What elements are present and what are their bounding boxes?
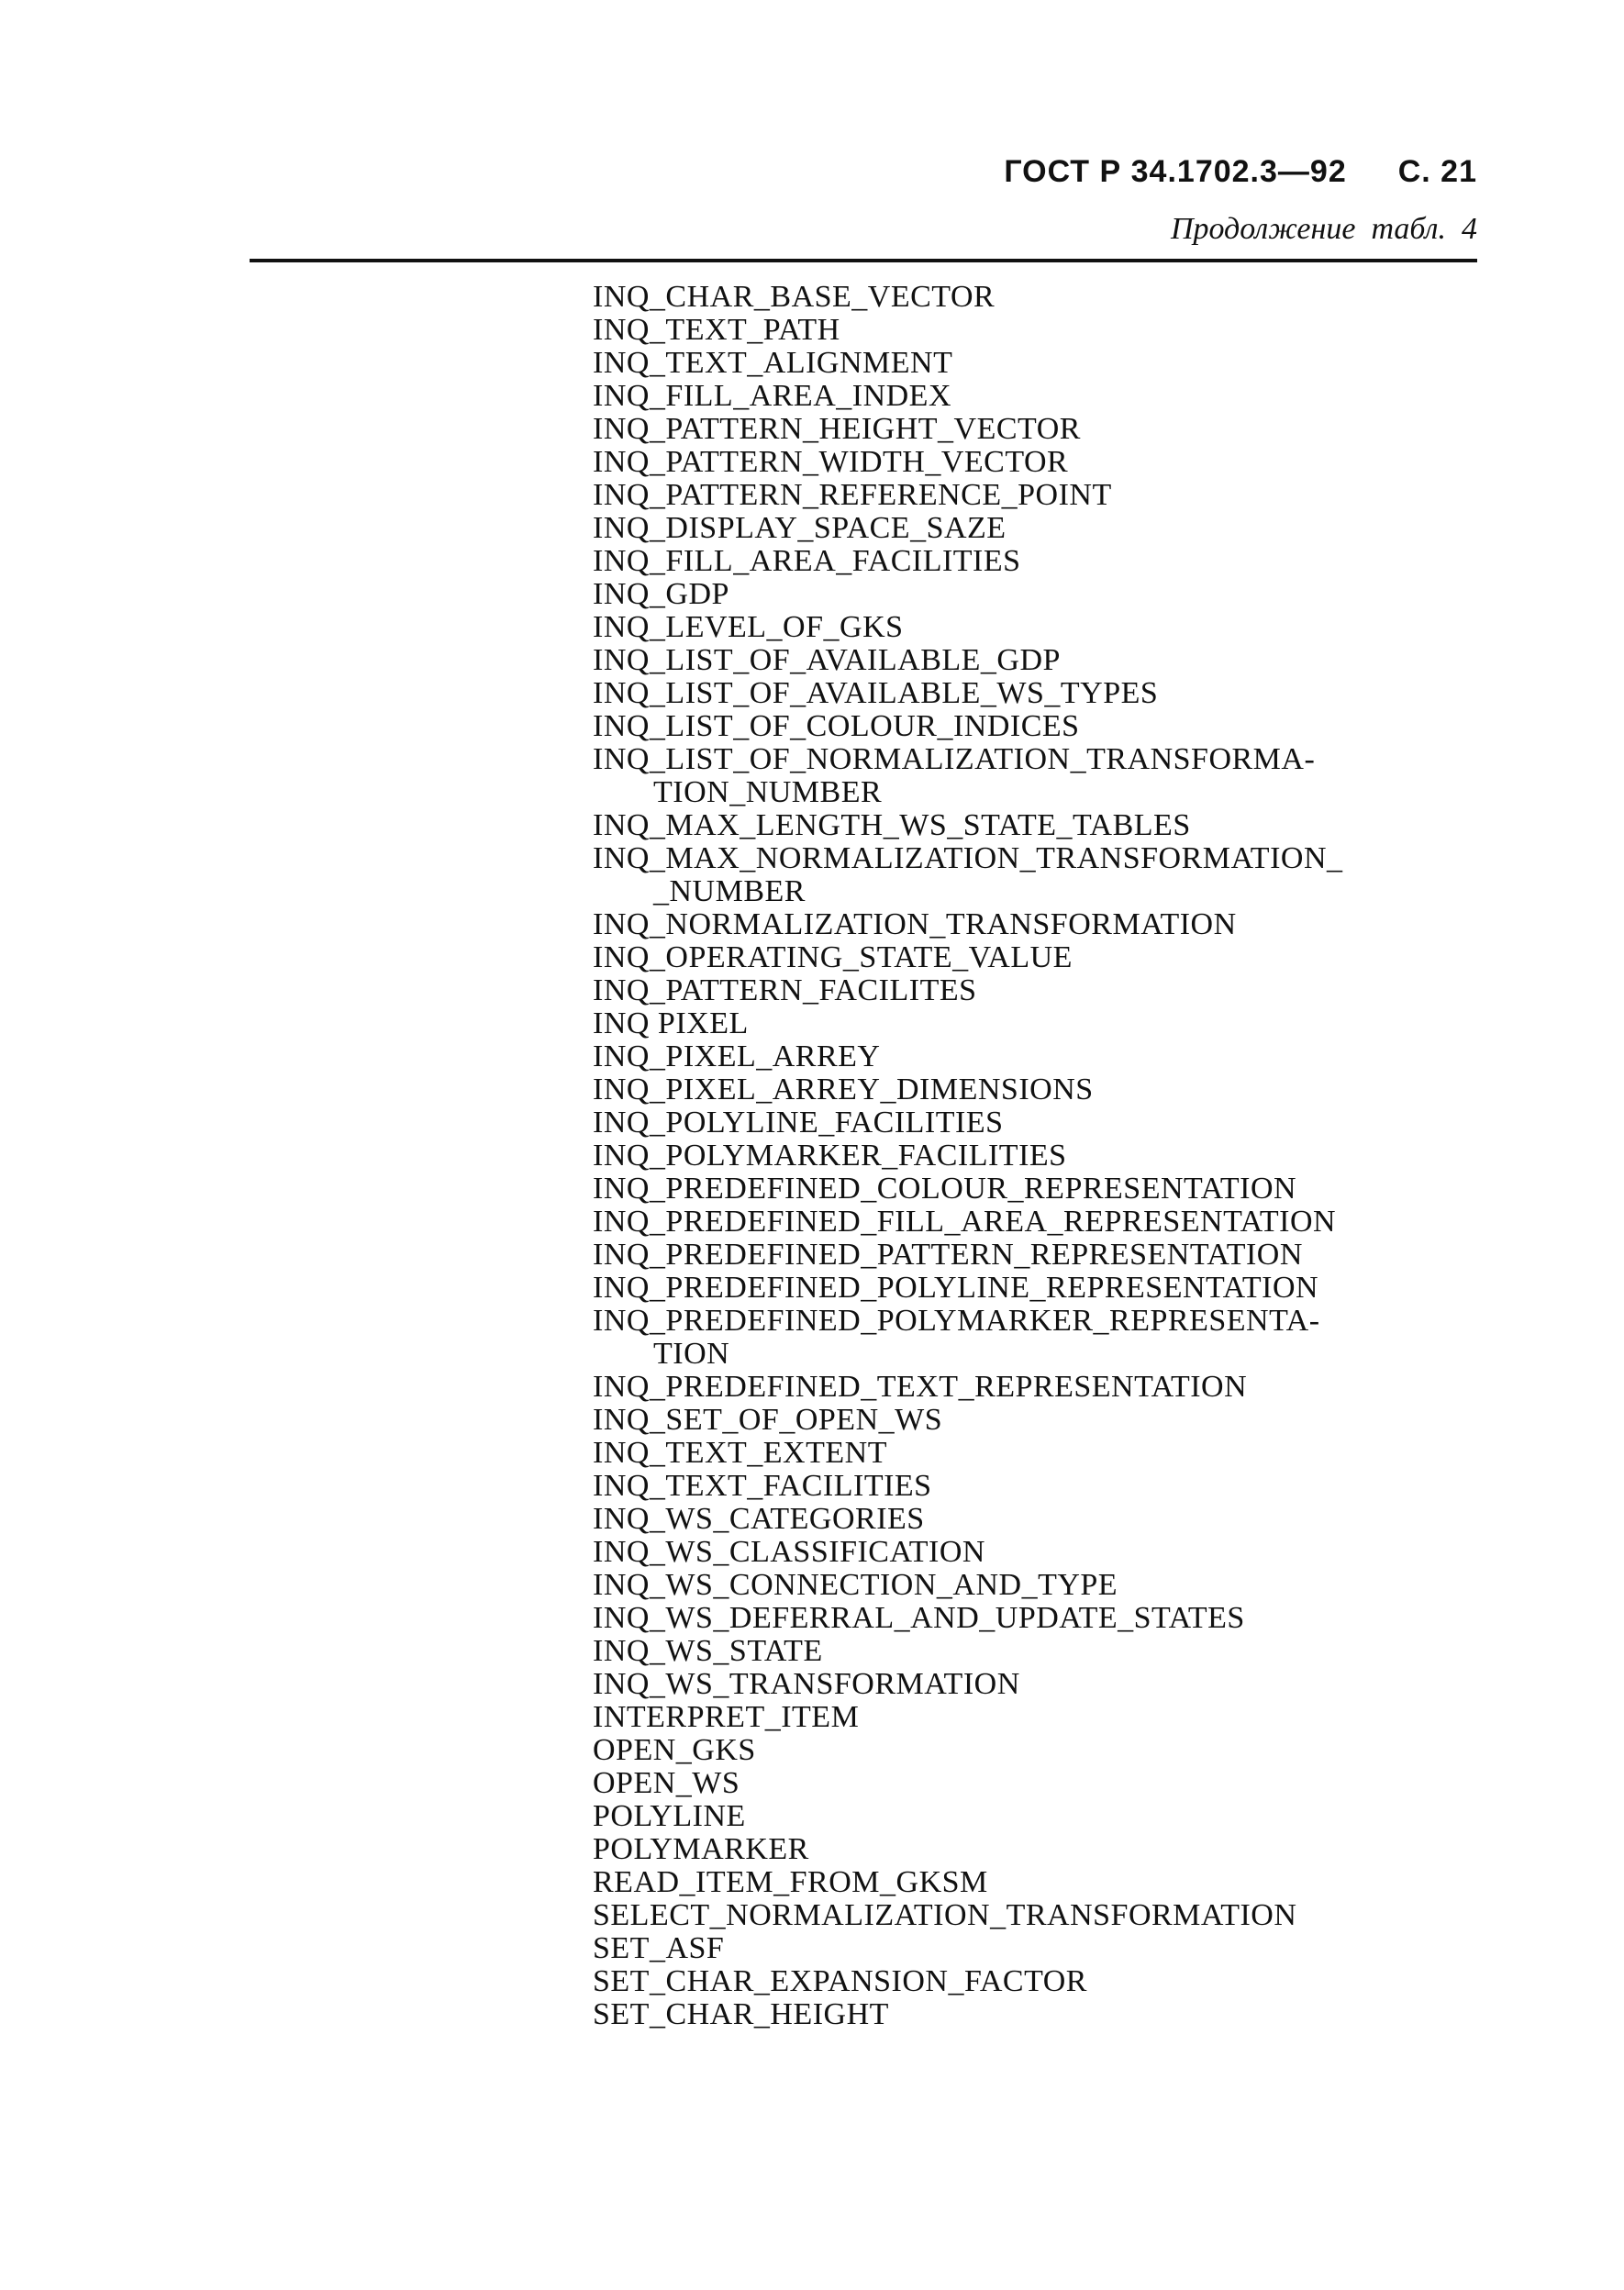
list-item: INQ_TEXT_ALIGNMENT (593, 346, 953, 380)
page-header (1004, 154, 1477, 247)
list-item: INQ_WS_TRANSFORMATION (593, 1667, 1020, 1701)
list-item: SET_ASF (593, 1931, 725, 1965)
list-item: INQ_MAX_NORMALIZATION_TRANSFORMATION_ (593, 841, 1343, 875)
list-item: INQ_MAX_LENGTH_WS_STATE_TABLES (593, 808, 1191, 842)
list-item: INQ_WS_CONNECTION_AND_TYPE (593, 1568, 1118, 1602)
list-item: INQ_TEXT_EXTENT (593, 1436, 887, 1470)
list-item: INQ_WS_CATEGORIES (593, 1502, 925, 1536)
list-item: INQ_WS_DEFERRAL_AND_UPDATE_STATES (593, 1601, 1245, 1635)
list-item: OPEN_WS (593, 1766, 740, 1800)
list-item: INQ_POLYLINE_FACILITIES (593, 1106, 1004, 1139)
list-item: INQ_TEXT_PATH (593, 313, 840, 347)
list-item: INQ PIXEL (593, 1006, 749, 1040)
list-item: INQ_PATTERN_HEIGHT_VECTOR (593, 412, 1081, 446)
list-item: INQ_PREDEFINED_POLYLINE_REPRESENTATION (593, 1271, 1319, 1305)
list-item: INQ_GDP (593, 577, 729, 611)
list-item: INQ_PREDEFINED_FILL_AREA_REPRESENTATION (593, 1205, 1337, 1239)
list-item: INQ_LEVEL_OF_GKS (593, 610, 904, 644)
page-number: С. 21 (1397, 154, 1477, 189)
list-item: SELECT_NORMALIZATION_TRANSFORMATION (593, 1898, 1297, 1932)
list-item: INQ_PATTERN_FACILITES (593, 973, 977, 1007)
document-code: ГОСТ Р 34.1702.3—92 (1004, 154, 1347, 189)
list-item: INQ_OPERATING_STATE_VALUE (593, 940, 1073, 974)
list-item: INQ_PREDEFINED_COLOUR_REPRESENTATION (593, 1172, 1297, 1206)
list-item: INQ_WS_STATE (593, 1634, 823, 1668)
list-item: INQ_LIST_OF_AVAILABLE_GDP (593, 643, 1061, 677)
list-item: INQ_LIST_OF_AVAILABLE_WS_TYPES (593, 676, 1159, 710)
list-item: SET_CHAR_EXPANSION_FACTOR (593, 1964, 1087, 1998)
list-item: INQ_LIST_OF_NORMALIZATION_TRANSFORMA- (593, 742, 1316, 776)
document-code-line (1004, 154, 1477, 190)
list-item: INQ_POLYMARKER_FACILITIES (593, 1139, 1067, 1173)
list-item: INQ_TEXT_FACILITIES (593, 1469, 932, 1503)
list-item: INQ_PREDEFINED_TEXT_REPRESENTATION (593, 1370, 1248, 1404)
list-item: INQ_PATTERN_WIDTH_VECTOR (593, 445, 1069, 479)
function-name-list (593, 281, 1343, 2031)
list-item: INQ_WS_CLASSIFICATION (593, 1535, 985, 1569)
list-item-continuation: TION_NUMBER (653, 775, 883, 809)
list-item: INQ_PIXEL_ARREY (593, 1039, 881, 1073)
list-item: INQ_DISPLAY_SPACE_SAZE (593, 511, 1007, 545)
list-item: INQ_NORMALIZATION_TRANSFORMATION (593, 907, 1237, 941)
list-item: INQ_CHAR_BASE_VECTOR (593, 280, 996, 314)
list-item: POLYMARKER (593, 1832, 809, 1866)
list-item: OPEN_GKS (593, 1733, 756, 1767)
list-item: INQ_PREDEFINED_PATTERN_REPRESENTATION (593, 1238, 1303, 1272)
list-item: INTERPRET_ITEM (593, 1700, 860, 1734)
list-item: INQ_FILL_AREA_FACILITIES (593, 544, 1021, 578)
table-continuation-note: Продолжение табл. 4 (1170, 212, 1477, 246)
list-item: INQ_LIST_OF_COLOUR_INDICES (593, 709, 1080, 743)
list-item-continuation: _NUMBER (653, 874, 806, 908)
list-item-continuation: TION (653, 1337, 730, 1371)
list-item: SET_CHAR_HEIGHT (593, 1997, 889, 2031)
list-item: POLYLINE (593, 1799, 746, 1833)
list-item: INQ_PREDEFINED_POLYMARKER_REPRESENTA- (593, 1304, 1320, 1338)
list-item: READ_ITEM_FROM_GKSM (593, 1865, 988, 1899)
list-item: INQ_SET_OF_OPEN_WS (593, 1403, 943, 1437)
list-item: INQ_PATTERN_REFERENCE_POINT (593, 478, 1112, 512)
list-item: INQ_FILL_AREA_INDEX (593, 379, 952, 413)
header-rule (250, 259, 1477, 262)
list-item: INQ_PIXEL_ARREY_DIMENSIONS (593, 1073, 1094, 1106)
